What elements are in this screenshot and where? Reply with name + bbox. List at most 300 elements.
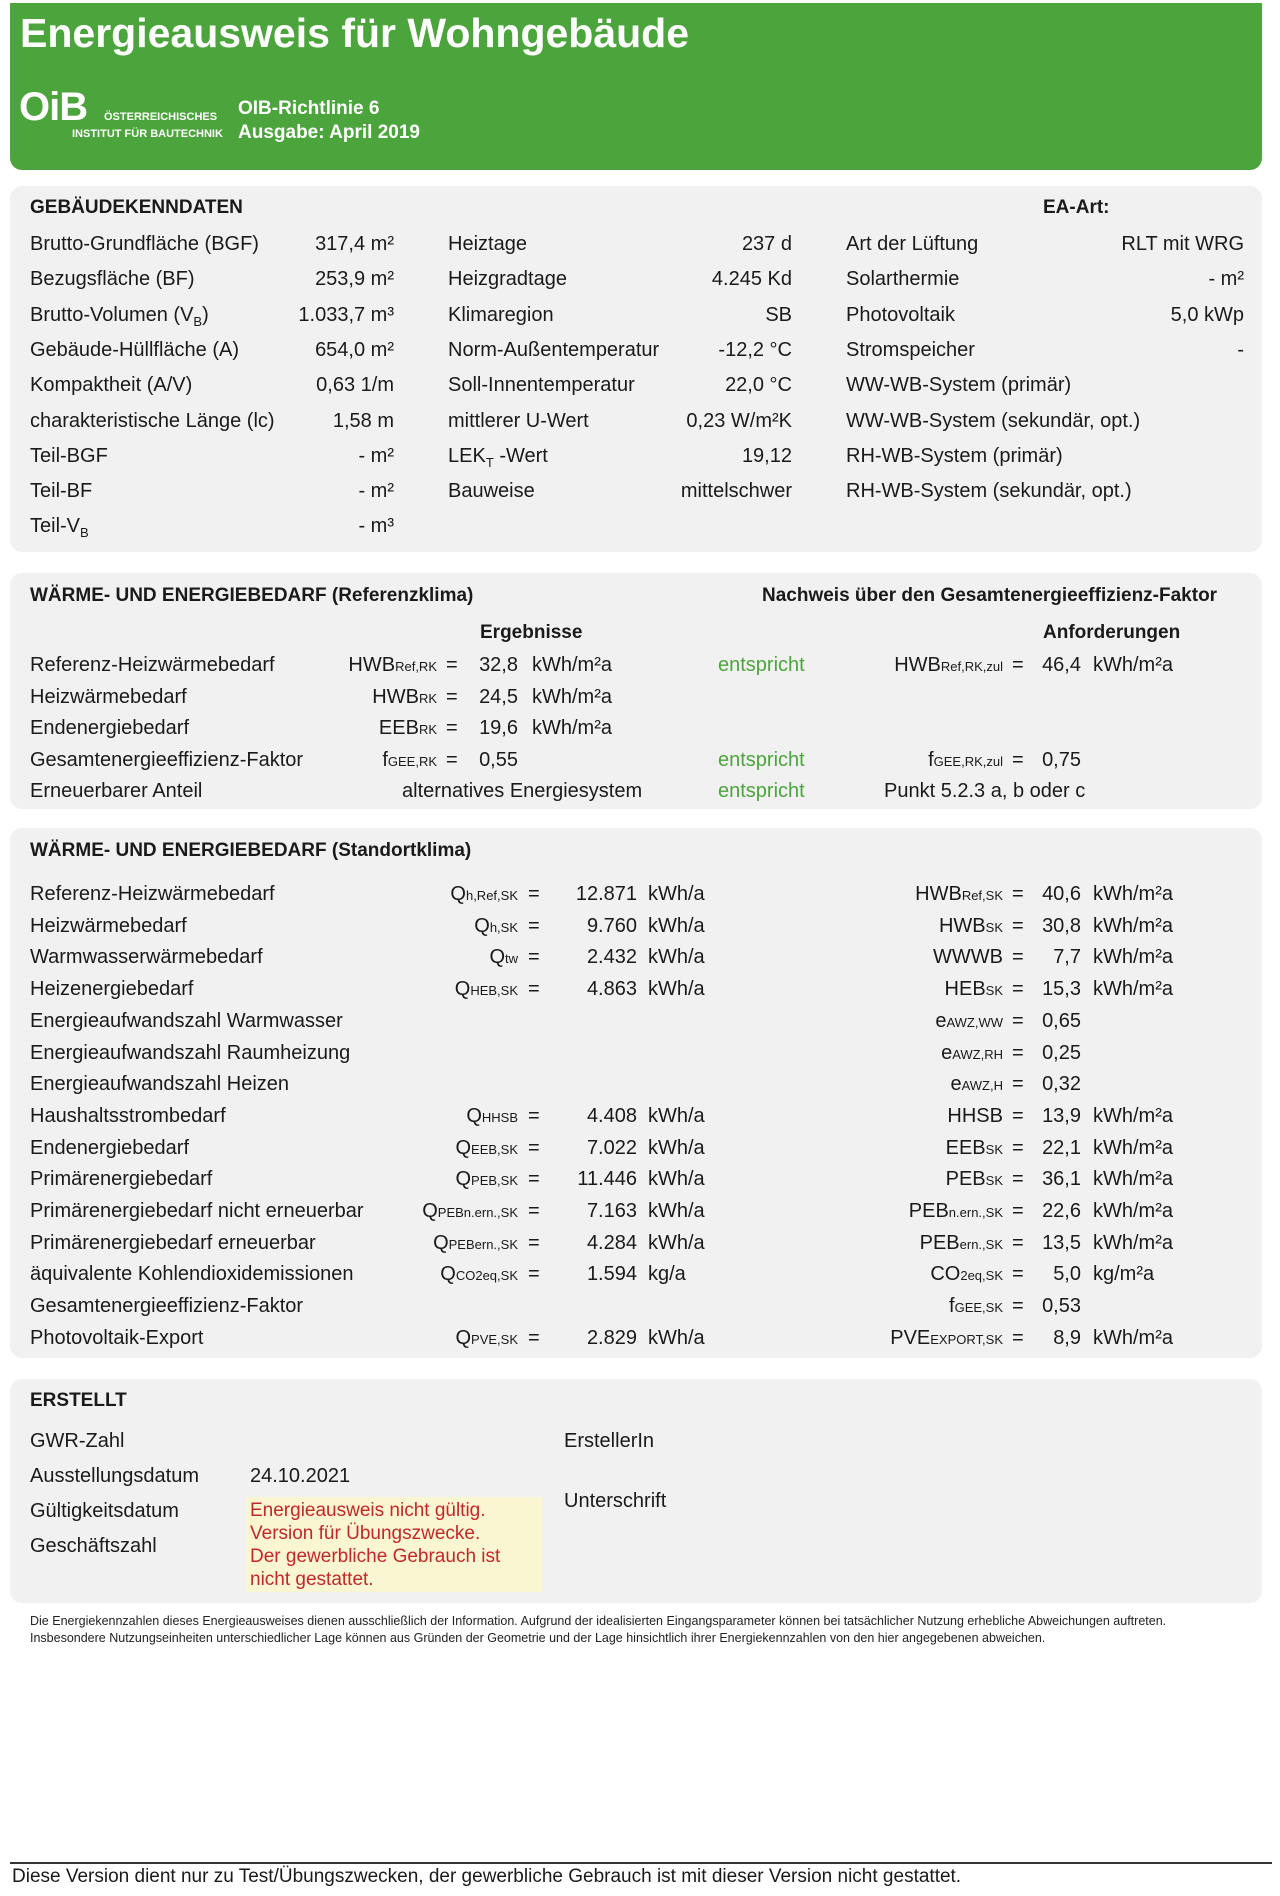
- nachweis-heading: Nachweis über den Gesamtenergieeffizienz-Faktor: [762, 585, 1218, 606]
- label-text: Teil-V: [30, 515, 81, 538]
- page-title: Energieausweis für Wohngebäude: [20, 10, 690, 56]
- section-heading-referenz: WÄRME- UND ENERGIEBEDARF (Referenzklima): [30, 585, 474, 606]
- symbol-text: f: [949, 1295, 955, 1318]
- standort-ref-unit: kWh/m²a: [1093, 1326, 1173, 1349]
- oib-logo: OiB: [19, 85, 88, 129]
- symbol-subscript: AWZ,WW: [946, 1014, 1003, 1030]
- ausstellung-value: 24.10.2021: [250, 1465, 351, 1487]
- ausstellung-label: Ausstellungsdatum: [30, 1465, 199, 1487]
- gwr-label: GWR-Zahl: [30, 1430, 125, 1452]
- section-heading-gebaeude: GEBÄUDEKENNDATEN: [30, 197, 243, 218]
- kenndaten-label: [448, 410, 589, 433]
- symbol-text: EEB: [378, 717, 419, 740]
- warning-line: Energieausweis nicht gültig.: [250, 1500, 486, 1521]
- standort-value: 9.760: [586, 914, 637, 937]
- symbol-subscript: HEB,SK: [470, 983, 518, 999]
- equals-sign: =: [1012, 749, 1024, 772]
- kenndaten-label: [448, 304, 554, 327]
- kenndaten-value: 1.033,7 m³: [298, 303, 394, 326]
- symbol-subscript: PEB,SK: [471, 1173, 518, 1189]
- label-text: Heiztage: [448, 233, 527, 255]
- standort-symbol: [455, 978, 518, 1001]
- kenndaten-value: 0,63 1/m: [316, 374, 394, 397]
- standort-ref-unit: kWh/m²a: [1093, 1104, 1173, 1127]
- symbol-subscript: SK: [985, 919, 1003, 935]
- standort-ref-unit: kWh/m²a: [1093, 978, 1173, 1001]
- ausgabe-label: Ausgabe: April 2019: [238, 122, 420, 143]
- referenz-label: Referenz-Heizwärmebedarf: [30, 654, 275, 676]
- kenndaten-value: -: [1237, 338, 1244, 361]
- referenz-unit: kWh/m²a: [532, 717, 612, 740]
- equals-sign: =: [446, 717, 458, 740]
- symbol-subscript: EEB,SK: [471, 1141, 518, 1157]
- label-text: WW-WB-System (primär): [846, 374, 1072, 397]
- standort-unit: kWh/a: [648, 946, 705, 969]
- equals-sign: =: [1012, 1136, 1024, 1159]
- standort-ref-symbol: [909, 1200, 1003, 1223]
- panel-referenzklima: [10, 573, 1262, 809]
- kenndaten-label: [846, 480, 1132, 503]
- label-text: Norm-Außentemperatur: [448, 338, 660, 361]
- equals-sign: =: [446, 685, 458, 708]
- symbol-subscript: PEBern.,SK: [448, 1236, 518, 1252]
- equals-sign: =: [1012, 978, 1024, 1001]
- standort-ref-unit: kWh/m²a: [1093, 883, 1173, 905]
- kenndaten-value: - m³: [358, 515, 394, 538]
- kenndaten-value: mittelschwer: [680, 480, 792, 503]
- referenz-symbol: [372, 686, 437, 709]
- kenndaten-label: [30, 339, 239, 362]
- standort-unit: kWh/a: [648, 978, 705, 1001]
- standort-unit: kWh/a: [648, 1200, 705, 1222]
- kenndaten-label: [448, 445, 548, 470]
- kenndaten-value: 253,9 m²: [315, 268, 394, 291]
- standort-value: 4.284: [586, 1231, 637, 1254]
- equals-sign: =: [1012, 1326, 1024, 1349]
- symbol-subscript: AWZ,H: [961, 1078, 1003, 1094]
- symbol-subscript: Ref,RK: [395, 659, 437, 674]
- symbol-text: Q: [450, 883, 466, 905]
- equals-sign: =: [1012, 1104, 1024, 1127]
- standort-value: 2.829: [586, 1326, 637, 1349]
- section-heading-erstellt: ERSTELLT: [30, 1390, 127, 1411]
- equals-sign: =: [1012, 1041, 1024, 1064]
- section-heading-standort: WÄRME- UND ENERGIEBEDARF (Standortklima): [30, 840, 472, 861]
- erneuerbar-label: Erneuerbarer Anteil: [30, 780, 203, 802]
- symbol-subscript: RK: [418, 690, 437, 706]
- kenndaten-value: - m²: [358, 480, 394, 503]
- label-text: RH-WB-System (primär): [846, 444, 1063, 467]
- standort-ref-symbol: [930, 1263, 1003, 1286]
- standort-symbol: [455, 1137, 518, 1160]
- unterschrift-label: Unterschrift: [564, 1490, 667, 1512]
- warning-line: Version für Übungszwecke.: [250, 1523, 481, 1544]
- symbol-subscript: SK: [985, 983, 1003, 999]
- equals-sign: =: [1012, 946, 1024, 969]
- standort-symbol: [433, 1232, 518, 1255]
- referenz-unit: kWh/m²a: [532, 654, 612, 676]
- kenndaten-label: [846, 339, 975, 362]
- referenz-value: 24,5: [479, 685, 518, 708]
- label-text: Brutto-Grundfläche (BGF): [30, 233, 259, 255]
- standort-ref-unit: kWh/m²a: [1093, 914, 1173, 937]
- kenndaten-label: [846, 304, 955, 327]
- standort-label: Heizenergiebedarf: [30, 978, 194, 1001]
- requirement-value: 0,75: [1042, 749, 1081, 772]
- equals-sign: =: [528, 1136, 540, 1159]
- warning-line: Der gewerbliche Gebrauch ist: [250, 1546, 501, 1567]
- kenndaten-value: RLT mit WRG: [1121, 233, 1244, 255]
- standort-value: 7.163: [586, 1200, 637, 1222]
- gueltig-label: Gültigkeitsdatum: [30, 1500, 179, 1522]
- symbol-text: WWWB: [933, 946, 1003, 969]
- standort-ref-value: 13,5: [1042, 1231, 1081, 1254]
- equals-sign: =: [528, 1168, 540, 1191]
- standort-label: Energieaufwandszahl Warmwasser: [30, 1009, 343, 1032]
- kenndaten-label: [30, 410, 275, 433]
- standort-ref-unit: kWh/m²a: [1093, 1231, 1173, 1254]
- equals-sign: =: [528, 1104, 540, 1127]
- kenndaten-value: 654,0 m²: [315, 338, 394, 361]
- standort-unit: kWh/a: [648, 1168, 705, 1191]
- symbol-text: f: [928, 749, 934, 772]
- standort-unit: kWh/a: [648, 1231, 705, 1254]
- symbol-text: Q: [489, 946, 505, 969]
- standort-ref-unit: kWh/m²a: [1093, 1168, 1173, 1191]
- standort-label: Energieaufwandszahl Raumheizung: [30, 1041, 351, 1064]
- standort-symbol: [455, 1168, 518, 1191]
- standort-ref-value: 22,6: [1042, 1200, 1081, 1222]
- label-subscript: B: [193, 313, 203, 329]
- standort-label: Referenz-Heizwärmebedarf: [30, 883, 275, 905]
- standort-symbol: [489, 946, 518, 969]
- kenndaten-label: [448, 374, 635, 397]
- symbol-text: HWB: [348, 654, 396, 676]
- label-text: Kompaktheit (A/V): [30, 374, 193, 397]
- symbol-text: Q: [455, 1168, 472, 1191]
- label-text: RH-WB-System (sekundär, opt.): [846, 480, 1132, 503]
- standort-label: Haushaltsstrombedarf: [30, 1104, 226, 1127]
- kenndaten-label: [448, 339, 659, 362]
- oib-logo-line1: ÖSTERREICHISCHES: [104, 111, 218, 123]
- symbol-subscript: h,Ref,SK: [465, 888, 518, 903]
- requirement-symbol: [928, 749, 1003, 772]
- ergebnisse-heading: Ergebnisse: [480, 622, 583, 643]
- symbol-text: HWB: [938, 914, 986, 937]
- footer-divider: [10, 1862, 1272, 1864]
- standort-label: Primärenergiebedarf: [30, 1168, 213, 1191]
- label-text: Teil-BGF: [30, 444, 108, 467]
- kenndaten-value: - m²: [358, 444, 394, 467]
- standort-ref-symbol: [945, 978, 1003, 1001]
- equals-sign: =: [528, 1263, 540, 1286]
- standort-unit: kWh/a: [648, 914, 705, 937]
- disclaimer-text: Die Energiekennzahlen dieses Energieausweises dienen ausschließlich der Information. Aufgrund der idealisierten Eingangsparameter können bei tatsächlicher Nutzung erhebliche Abweichungen auftreten. Insbesondere Nutzungseinheiten unterschiedlicher Lage können aus Gründen der Geometrie und der Lage hinsichtlich ihrer Energiekennzahlen von den hier angegebenen abweichen.: [30, 1614, 1167, 1645]
- equals-sign: =: [1012, 1295, 1024, 1318]
- equals-sign: =: [528, 978, 540, 1001]
- standort-ref-symbol: [939, 915, 1003, 938]
- referenz-value: 32,8: [479, 654, 518, 676]
- label-text: Bauweise: [448, 480, 535, 503]
- label-text: WW-WB-System (sekundär, opt.): [846, 409, 1141, 432]
- label-text: Solarthermie: [846, 268, 960, 291]
- standort-unit: kWh/a: [648, 883, 705, 905]
- label-text: Brutto-Volumen (V: [30, 303, 194, 326]
- label-subscript: B: [80, 525, 89, 541]
- oib-logo-line2: INSTITUT FÜR BAUTECHNIK: [72, 128, 223, 140]
- kenndaten-value: 0,23 W/m²K: [686, 409, 792, 432]
- standort-ref-symbol: [915, 883, 1003, 906]
- label-text: Heizgradtage: [448, 268, 567, 291]
- symbol-subscript: CO2eq,SK: [455, 1268, 518, 1284]
- equals-sign: =: [1012, 1231, 1024, 1254]
- standort-ref-unit: kg/m²a: [1093, 1263, 1155, 1286]
- kenndaten-value: SB: [765, 303, 792, 326]
- kenndaten-label: [846, 268, 959, 291]
- erneuerbar-requirement: Punkt 5.2.3 a, b oder c: [884, 780, 1086, 802]
- standort-label: Warmwasserwärmebedarf: [30, 946, 263, 969]
- standort-unit: kWh/a: [648, 1326, 705, 1349]
- standort-ref-value: 0,53: [1042, 1295, 1081, 1318]
- equals-sign: =: [446, 654, 458, 676]
- kenndaten-label: [448, 268, 567, 291]
- standort-ref-symbol: [933, 946, 1003, 969]
- symbol-text: Q: [433, 1231, 449, 1254]
- equals-sign: =: [1012, 654, 1024, 676]
- symbol-subscript: RK: [418, 722, 437, 738]
- symbol-text: Q: [455, 1136, 472, 1159]
- equals-sign: =: [1012, 1073, 1024, 1096]
- kenndaten-label: [846, 374, 1071, 397]
- kenndaten-label: [448, 480, 535, 503]
- kenndaten-value: -12,2 °C: [718, 338, 792, 361]
- kenndaten-label: [30, 304, 209, 329]
- standort-label: Primärenergiebedarf nicht erneuerbar: [30, 1200, 364, 1222]
- equals-sign: =: [1012, 1009, 1024, 1032]
- referenz-symbol: [382, 749, 437, 772]
- symbol-subscript: SK: [985, 1173, 1003, 1189]
- standort-label: Heizwärmebedarf: [30, 914, 187, 937]
- equals-sign: =: [446, 749, 458, 772]
- validity-warning: [246, 1497, 542, 1592]
- standort-ref-value: 0,65: [1042, 1009, 1081, 1032]
- kenndaten-value: 5,0 kWp: [1170, 303, 1244, 326]
- label-text: Klimaregion: [448, 303, 554, 326]
- symbol-subscript: PVE,SK: [471, 1331, 518, 1347]
- equals-sign: =: [1012, 1263, 1024, 1286]
- standort-unit: kWh/a: [648, 1136, 705, 1159]
- standort-ref-symbol: [946, 1137, 1003, 1160]
- kenndaten-label: [30, 268, 195, 291]
- symbol-subscript: PEBn.ern.,SK: [437, 1205, 518, 1220]
- referenz-symbol: [348, 654, 437, 677]
- symbol-text: f: [382, 749, 388, 772]
- symbol-text: Q: [455, 1326, 472, 1349]
- standort-ref-value: 36,1: [1042, 1168, 1081, 1191]
- symbol-text: e: [935, 1009, 947, 1032]
- symbol-subscript: tw: [505, 951, 518, 967]
- equals-sign: =: [528, 914, 540, 937]
- label-text: Stromspeicher: [846, 338, 975, 361]
- standort-ref-value: 0,32: [1042, 1073, 1081, 1096]
- kenndaten-value: 19,12: [741, 444, 792, 467]
- kenndaten-value: 4.245 Kd: [711, 268, 792, 291]
- symbol-text: HWB: [372, 685, 419, 708]
- standort-unit: kWh/a: [648, 1104, 705, 1127]
- kenndaten-label: [30, 480, 92, 503]
- equals-sign: =: [528, 883, 540, 905]
- standort-label: Endenergiebedarf: [30, 1136, 190, 1159]
- referenz-status: entspricht: [718, 749, 805, 772]
- standort-ref-value: 7,7: [1053, 946, 1081, 969]
- standort-symbol: [455, 1327, 518, 1350]
- symbol-text: Q: [474, 914, 490, 937]
- kenndaten-label: [846, 445, 1063, 468]
- standort-value: 4.863: [586, 978, 637, 1001]
- kenndaten-value: 317,4 m²: [315, 233, 394, 255]
- standort-ref-symbol: [946, 1168, 1003, 1191]
- kenndaten-label: [846, 233, 978, 256]
- equals-sign: =: [1012, 914, 1024, 937]
- label-text: Art der Lüftung: [846, 233, 979, 255]
- symbol-text: Q: [466, 1104, 482, 1127]
- erneuerbar-status: entspricht: [718, 780, 805, 802]
- referenz-status: entspricht: [718, 654, 805, 676]
- referenz-value: 19,6: [479, 717, 518, 740]
- kenndaten-label: [30, 445, 108, 468]
- symbol-text: PEB: [919, 1231, 960, 1254]
- symbol-subscript: 2eq,SK: [960, 1268, 1003, 1284]
- equals-sign: =: [1012, 883, 1024, 905]
- standort-ref-value: 5,0: [1053, 1263, 1081, 1286]
- label-text: Gebäude-Hüllfläche (A): [30, 338, 239, 361]
- symbol-text: HWB: [894, 654, 941, 676]
- standort-ref-symbol: [941, 1042, 1003, 1065]
- symbol-subscript: Ref,SK: [961, 888, 1003, 903]
- symbol-subscript: AWZ,RH: [952, 1046, 1003, 1062]
- symbol-subscript: GEE,RK,zul: [933, 754, 1003, 770]
- symbol-text: HEB: [944, 978, 986, 1001]
- label-text: Photovoltaik: [846, 303, 955, 326]
- standort-label: Photovoltaik-Export: [30, 1326, 204, 1349]
- label-text: mittlerer U-Wert: [448, 409, 589, 432]
- referenz-label: Gesamtenergieeffizienz-Faktor: [30, 749, 304, 772]
- standort-ref-symbol: [949, 1295, 1003, 1318]
- richtlinie-label: OIB-Richtlinie 6: [238, 98, 380, 119]
- label-text: LEK: [448, 444, 486, 467]
- symbol-subscript: ern.,SK: [959, 1236, 1003, 1252]
- symbol-text: e: [941, 1041, 953, 1064]
- symbol-subscript: EXPORT,SK: [930, 1331, 1003, 1347]
- requirement-value: 46,4: [1042, 654, 1081, 676]
- standort-symbol: [474, 915, 518, 938]
- standort-symbol: [450, 883, 518, 906]
- ea-art-label: EA-Art:: [1043, 197, 1110, 218]
- label-text: Bezugsfläche (BF): [30, 268, 195, 291]
- standort-symbol: [440, 1263, 518, 1286]
- standort-ref-value: 40,6: [1042, 883, 1081, 905]
- geschaeft-label: Geschäftszahl: [30, 1535, 157, 1557]
- kenndaten-label: [448, 233, 527, 256]
- equals-sign: =: [528, 1326, 540, 1349]
- referenz-label: Heizwärmebedarf: [30, 685, 187, 708]
- standort-value: 7.022: [586, 1136, 637, 1159]
- standort-ref-value: 30,8: [1042, 914, 1081, 937]
- standort-label: Energieaufwandszahl Heizen: [30, 1073, 290, 1096]
- standort-ref-value: 22,1: [1042, 1136, 1081, 1159]
- standort-label: Primärenergiebedarf erneuerbar: [30, 1231, 316, 1254]
- standort-label: Gesamtenergieeffizienz-Faktor: [30, 1295, 304, 1318]
- label-subscript: T: [485, 454, 494, 470]
- standort-ref-unit: kWh/m²a: [1093, 946, 1173, 969]
- symbol-subscript: GEE,SK: [954, 1300, 1003, 1316]
- kenndaten-value: 22,0 °C: [725, 374, 792, 397]
- kenndaten-value: - m²: [1208, 268, 1244, 291]
- kenndaten-label: [846, 410, 1140, 433]
- symbol-text: CO: [930, 1263, 961, 1286]
- equals-sign: =: [1012, 1168, 1024, 1191]
- symbol-text: Q: [454, 978, 471, 1001]
- symbol-subscript: Ref,RK,zul: [940, 659, 1003, 674]
- standort-ref-value: 15,3: [1042, 978, 1081, 1001]
- erstellerin-label: ErstellerIn: [564, 1430, 655, 1452]
- warning-line: nicht gestattet.: [250, 1569, 374, 1590]
- erneuerbar-text: alternatives Energiesystem: [402, 780, 643, 802]
- kenndaten-label: [30, 515, 89, 540]
- label-text: Teil-BF: [30, 480, 93, 503]
- standort-value: 11.446: [577, 1168, 637, 1191]
- referenz-value: 0,55: [479, 749, 518, 772]
- symbol-text: Q: [440, 1263, 456, 1286]
- standort-value: 2.432: [586, 946, 637, 969]
- symbol-text: EEB: [945, 1136, 986, 1159]
- standort-ref-unit: kWh/m²a: [1093, 1200, 1173, 1222]
- standort-label: äquivalente Kohlendioxidemissionen: [30, 1263, 354, 1286]
- standort-symbol: [422, 1200, 518, 1223]
- symbol-text: HHSB: [947, 1104, 1003, 1127]
- symbol-text: PEB: [945, 1168, 986, 1191]
- symbol-text: HWB: [915, 883, 962, 905]
- standort-ref-value: 0,25: [1042, 1041, 1081, 1064]
- symbol-subscript: SK: [985, 1141, 1003, 1157]
- equals-sign: =: [1012, 1200, 1024, 1222]
- equals-sign: =: [528, 946, 540, 969]
- standort-value: 12.871: [575, 883, 637, 905]
- referenz-unit: kWh/m²a: [532, 685, 612, 708]
- symbol-subscript: n.ern.,SK: [948, 1205, 1003, 1220]
- label-text: Soll-Innentemperatur: [448, 374, 635, 397]
- standort-ref-unit: kWh/m²a: [1093, 1136, 1173, 1159]
- footer-note: Diese Version dient nur zu Test/Übungszwecken, der gewerbliche Gebrauch ist mit dieser Version nicht gestattet.: [12, 1866, 962, 1887]
- standort-ref-symbol: [890, 1327, 1003, 1350]
- symbol-subscript: h,SK: [489, 919, 518, 935]
- requirement-unit: kWh/m²a: [1093, 654, 1173, 676]
- kenndaten-value: 1,58 m: [332, 409, 394, 432]
- standort-value: 1.594: [586, 1263, 637, 1286]
- anforderungen-heading: Anforderungen: [1043, 622, 1181, 643]
- standort-value: 4.408: [586, 1104, 637, 1127]
- standort-ref-symbol: [947, 1105, 1003, 1128]
- symbol-text: Q: [422, 1200, 438, 1222]
- standort-ref-value: 13,9: [1042, 1104, 1081, 1127]
- symbol-text: PEB: [908, 1200, 949, 1222]
- symbol-subscript: HHSB: [481, 1109, 518, 1125]
- standort-ref-symbol: [920, 1232, 1003, 1255]
- standort-ref-value: 8,9: [1053, 1326, 1081, 1349]
- standort-unit: kg/a: [648, 1263, 686, 1286]
- symbol-text: PVE: [890, 1326, 931, 1349]
- requirement-symbol: [894, 654, 1003, 677]
